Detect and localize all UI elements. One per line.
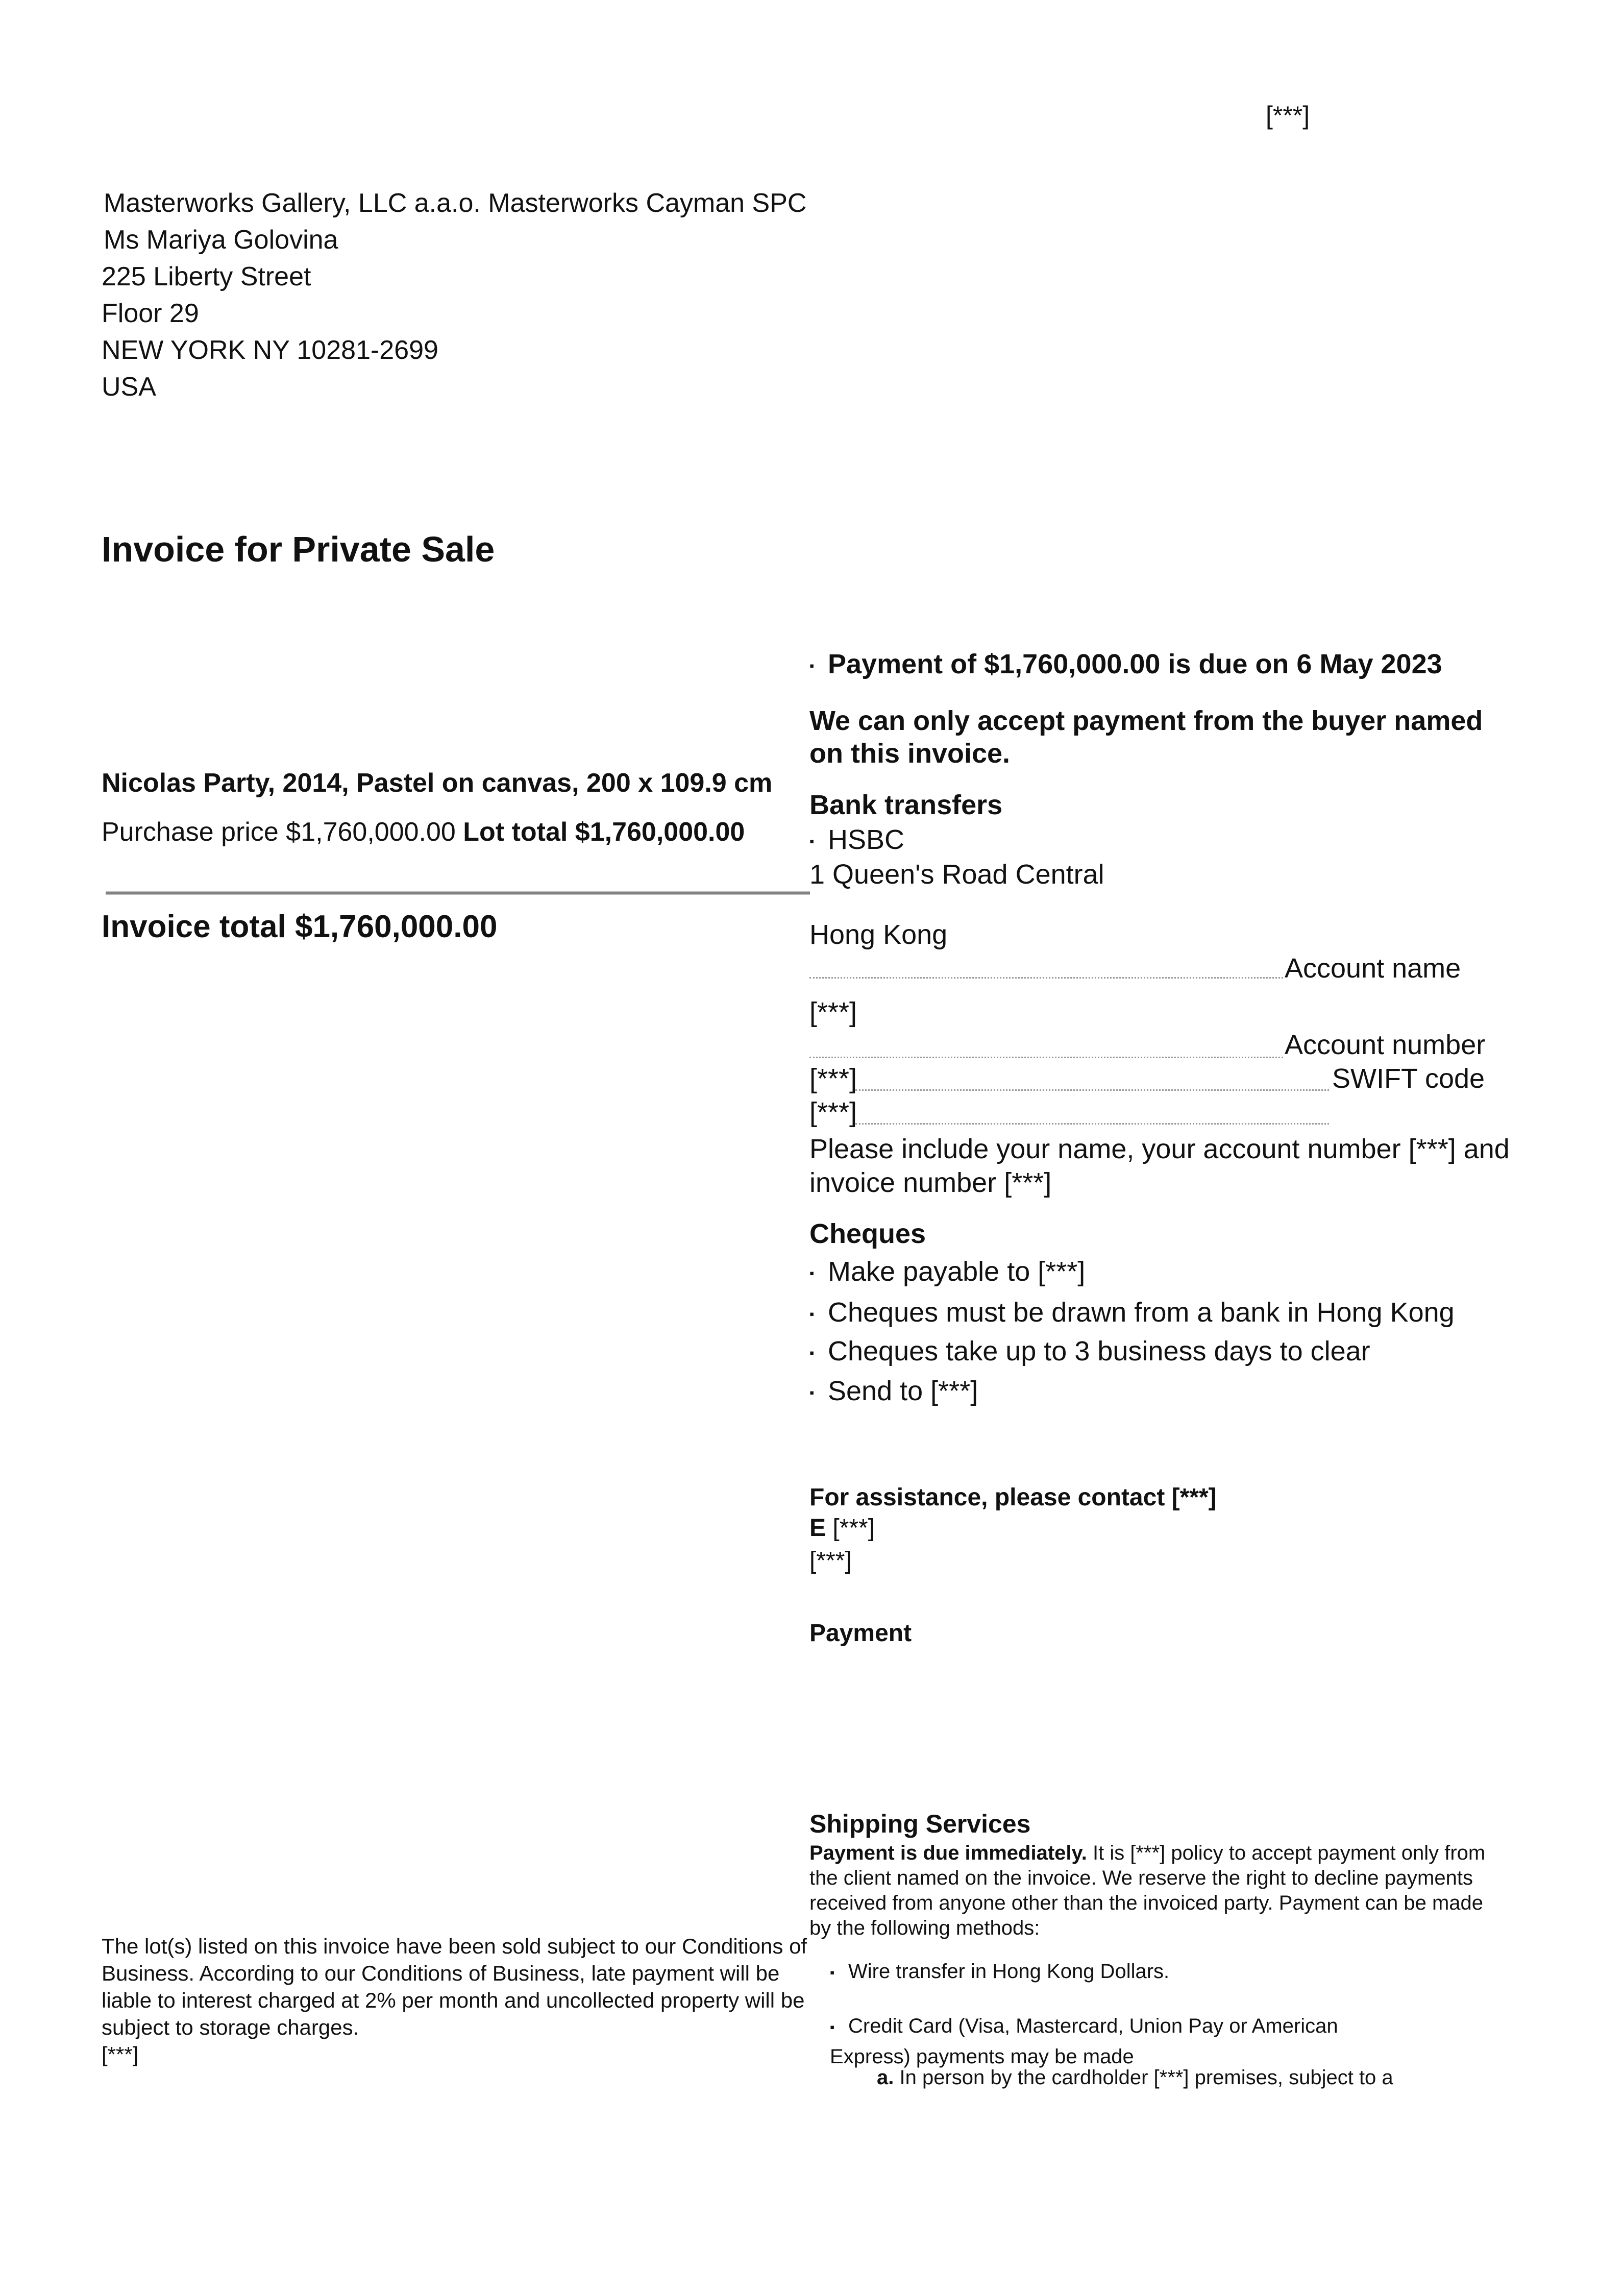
payment-method-card: [830, 2011, 1391, 2071]
bank-transfers-heading: Bank transfers: [809, 790, 1003, 820]
invoice-total: Invoice total $1,760,000.00: [102, 909, 498, 944]
cheque-item-send: ▪ Send to [***]: [809, 1375, 978, 1407]
cheque-item-bank: ▪ Cheques must be drawn from a bank in Hong Kong: [809, 1297, 1455, 1328]
invoice-title: Invoice for Private Sale: [102, 529, 495, 569]
payment-heading: Payment: [809, 1620, 912, 1647]
bank-name: ▪ HSBC: [809, 824, 904, 856]
account-name-label: Account name: [1285, 953, 1461, 984]
assistance-contact: For assistance, please contact [***]: [809, 1484, 1217, 1511]
account-name-value: [***]: [809, 997, 857, 1028]
purchase-price: Purchase price $1,760,000.00: [102, 817, 456, 847]
terms-paragraph: The lot(s) listed on this invoice have been sold subject to our Conditions of Business. According to our Conditions of Business, late payment will be liable to interest charged at 2% per month and uncollected property will be subject to storage charges.: [102, 1934, 807, 2039]
email-label: E: [809, 1515, 826, 1542]
cheques-heading: Cheques: [809, 1218, 926, 1249]
swift-label: SWIFT code: [1332, 1063, 1485, 1094]
payment-due-immediately: Payment is due immediately.: [809, 1842, 1087, 1864]
address-line-country: USA: [102, 372, 156, 402]
payment-method-wire: ▪ Wire transfer in Hong Kong Dollars.: [830, 1960, 1169, 1983]
shipping-policy-text: It is [***] policy to accept payment only from the client named on the invoice. We reserve the right to decline payments received from anyone other than the invoiced party. Payment can be made by the following methods:: [809, 1842, 1486, 1939]
account-name-leader: [809, 977, 1283, 979]
card-sub-item-a: [877, 2066, 1393, 2089]
address-line-city: NEW YORK NY 10281-2699: [102, 335, 438, 365]
swift-value: [***]: [809, 1097, 857, 1128]
sub-item-a-text: In person by the cardholder [***] premises, subject to a: [894, 2066, 1393, 2089]
address-line-contact: Ms Mariya Golovina: [104, 225, 338, 255]
cheque-item-clear: ▪ Cheques take up to 3 business days to clear: [809, 1335, 1370, 1367]
terms-text: [102, 1933, 811, 2068]
cheque-item-payable: ▪ Make payable to [***]: [809, 1256, 1085, 1287]
lot-price-line: [102, 817, 745, 847]
shipping-policy: [809, 1841, 1488, 1941]
contact-email: [809, 1514, 875, 1542]
account-number-value: [***]: [809, 1063, 857, 1094]
bank-address-line1: 1 Queen's Road Central: [809, 859, 1104, 890]
total-divider: [106, 891, 810, 895]
swift-leader: [855, 1089, 1329, 1091]
payment-method-card-text: ▪ Credit Card (Visa, Mastercard, Union Pay or American Express) payments may be made: [830, 2015, 1338, 2068]
document-reference: [***]: [1266, 101, 1310, 130]
buyer-notice: We can only accept payment from the buyer named on this invoice.: [809, 705, 1483, 769]
shipping-heading: Shipping Services: [809, 1810, 1031, 1838]
contact-other: [***]: [809, 1547, 852, 1574]
payment-due: ▪ Payment of $1,760,000.00 is due on 6 May 2023: [809, 648, 1442, 680]
address-line-company: Masterworks Gallery, LLC a.a.o. Masterworks Cayman SPC: [104, 188, 807, 218]
sub-item-a-label: a.: [877, 2066, 894, 2089]
address-line-street: 225 Liberty Street: [102, 262, 311, 291]
lot-total: Lot total $1,760,000.00: [463, 817, 745, 847]
payment-instructions: Please include your name, your account number [***] and invoice number [***]: [809, 1134, 1510, 1198]
address-line-floor: Floor 29: [102, 299, 199, 328]
bank-address-line2: Hong Kong: [809, 919, 948, 950]
recipient-address: [102, 185, 806, 405]
lot-description: Nicolas Party, 2014, Pastel on canvas, 200 x 109.9 cm: [102, 768, 773, 798]
account-number-leader: [809, 1057, 1283, 1058]
account-number-label: Account number: [1285, 1030, 1486, 1060]
terms-reference: [***]: [102, 2042, 139, 2066]
email-value: [***]: [832, 1515, 875, 1542]
swift-value-leader: [855, 1123, 1329, 1125]
